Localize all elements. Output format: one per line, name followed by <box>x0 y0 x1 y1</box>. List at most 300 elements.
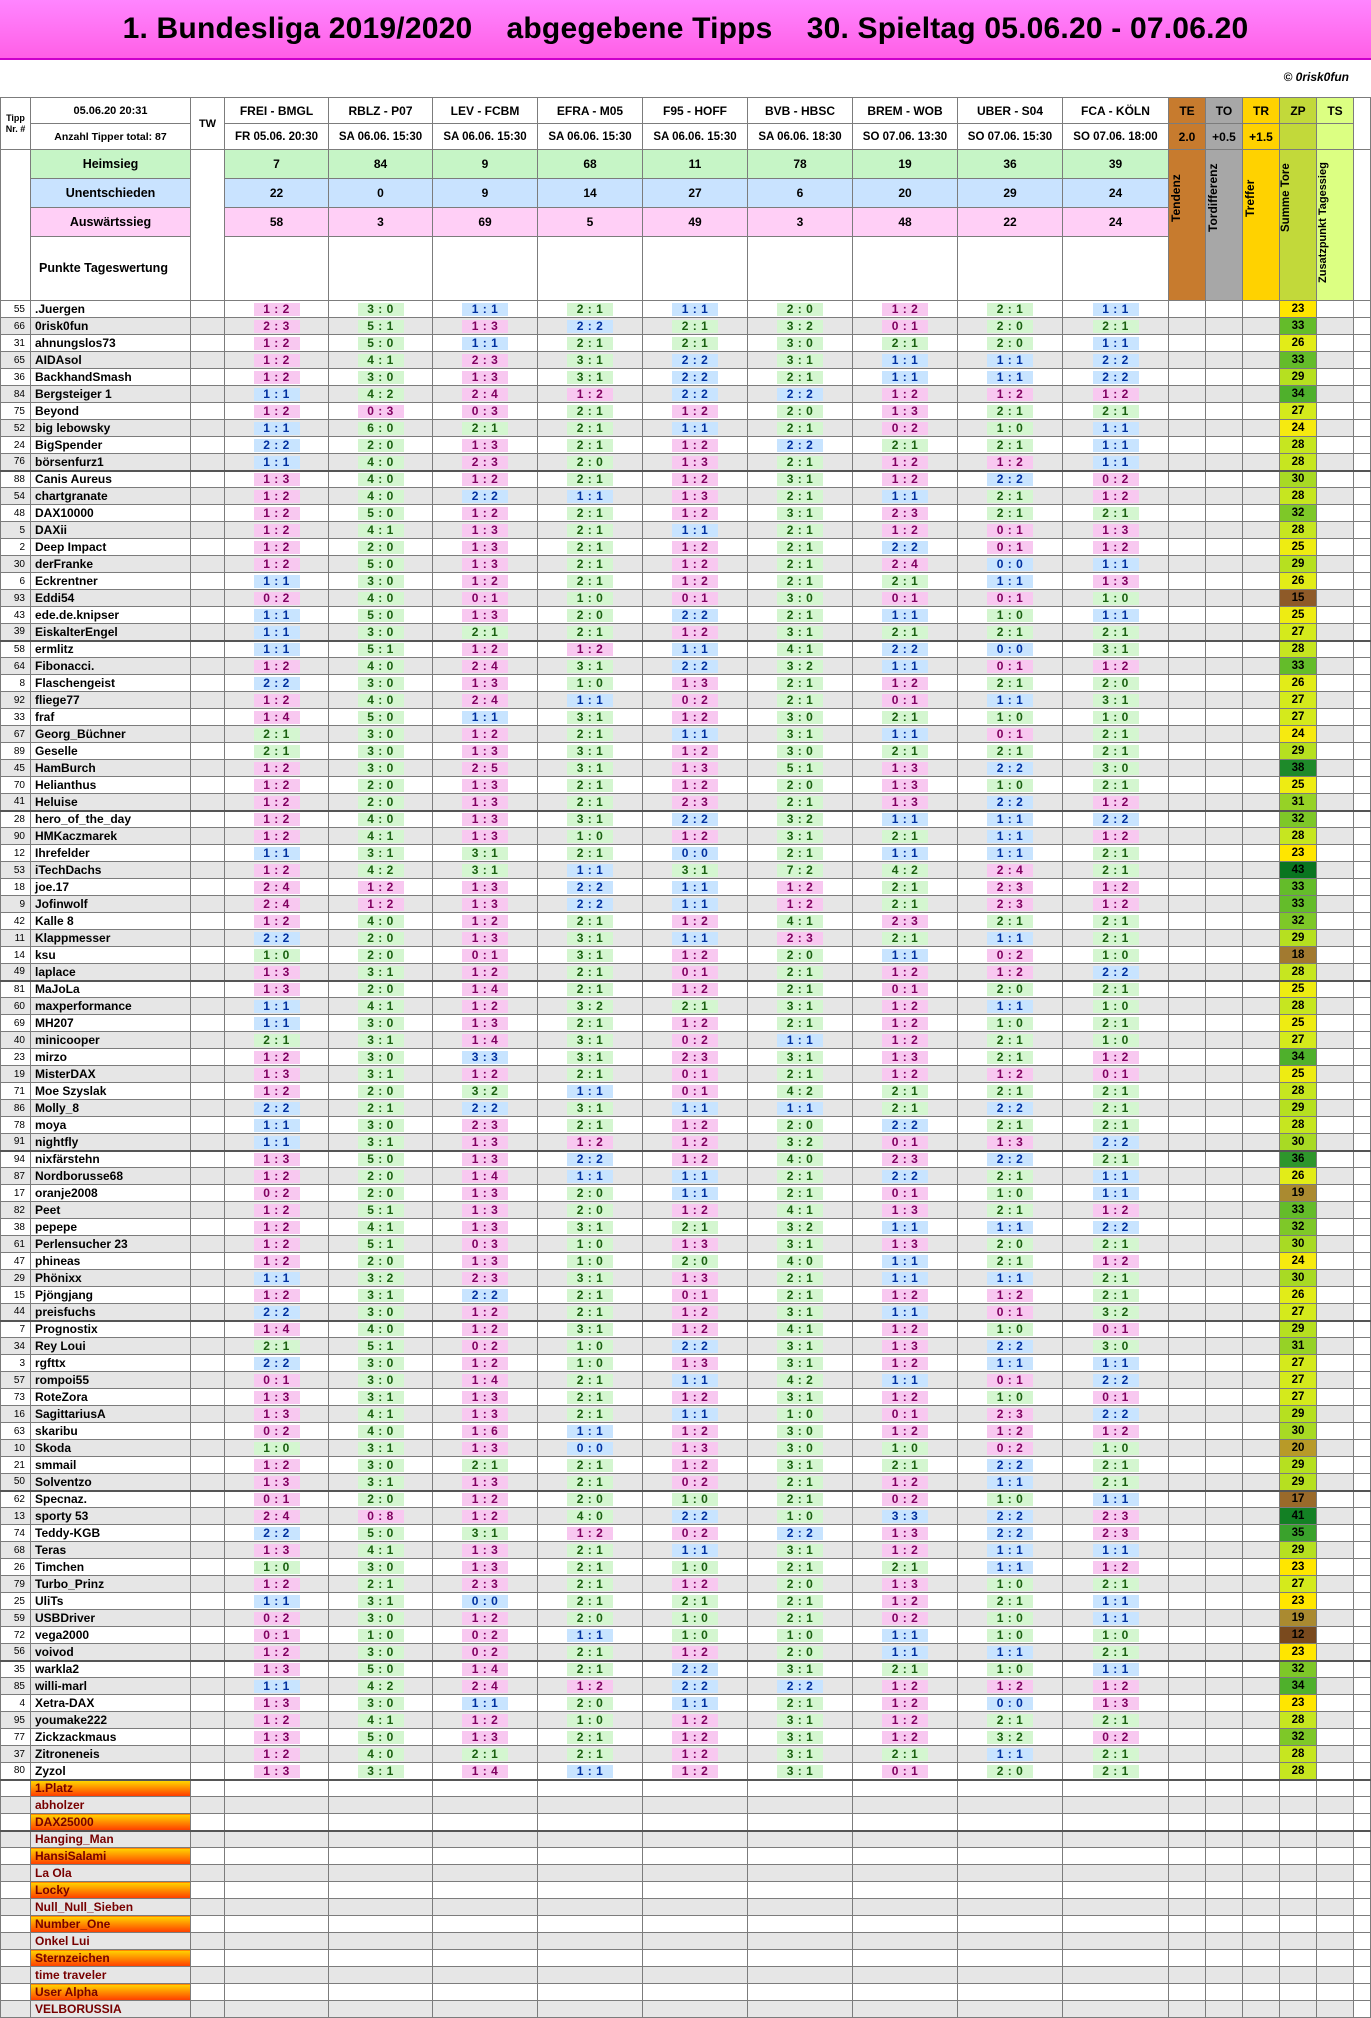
tipp-value: 2 : 0 <box>358 949 404 962</box>
tipp-cell <box>748 1406 853 1423</box>
match-date <box>538 124 643 150</box>
tipp-nr-text: 78 <box>13 1119 25 1131</box>
tipp-value: 2 : 1 <box>672 320 718 333</box>
tipp-value: 1 : 1 <box>882 490 928 503</box>
table-row <box>1 1083 1371 1100</box>
tipp-cell <box>433 505 538 522</box>
tipp-value: 1 : 1 <box>672 303 718 316</box>
zp-cell <box>1280 1236 1317 1253</box>
gap-cell <box>1354 607 1371 624</box>
tipp-value: 1 : 1 <box>777 1102 823 1115</box>
tipp-value: 2 : 1 <box>672 1000 718 1013</box>
zp-text: 27 <box>1291 405 1305 417</box>
zp-text: 28 <box>1291 1748 1305 1760</box>
tipp-cell <box>538 2001 643 2018</box>
punkte-cell <box>958 236 1063 300</box>
tipp-value: 2 : 2 <box>987 762 1033 775</box>
zp-text: 32 <box>1291 813 1305 826</box>
tipp-cell <box>329 1134 433 1151</box>
gap-cell <box>1354 794 1371 811</box>
tipp-value: 0 : 1 <box>254 1374 300 1387</box>
tipp-value: 2 : 2 <box>462 1289 508 1302</box>
tipp-cell <box>329 845 433 862</box>
tipp-cell <box>538 1117 643 1134</box>
stat-value <box>329 207 433 236</box>
tipp-value: 0 : 1 <box>1093 1323 1139 1336</box>
tipp-value: 0 : 1 <box>672 592 718 605</box>
tipp-nr-text: 77 <box>13 1731 25 1743</box>
tipp-value: 4 : 0 <box>358 915 404 928</box>
tipper-name-text: Nordborusse68 <box>35 1169 124 1183</box>
tipp-cell <box>1063 471 1169 488</box>
gap-cell <box>1354 879 1371 896</box>
tipp-cell <box>538 726 643 743</box>
tipp-cell <box>329 386 433 403</box>
to-value <box>1206 124 1243 150</box>
stat-label-text: Heimsieg <box>82 156 139 171</box>
tipp-value: 1 : 1 <box>567 864 613 877</box>
stat-value-text: 49 <box>688 214 702 229</box>
to-cell <box>1206 947 1243 964</box>
tipp-cell <box>1063 777 1169 794</box>
tipp-cell <box>225 641 329 658</box>
tipper-name <box>31 590 191 607</box>
tipp-cell <box>853 692 958 709</box>
zp-label: ZP <box>1290 103 1306 118</box>
tipp-cell <box>329 1831 433 1848</box>
tipp-value: 3 : 1 <box>567 1034 613 1047</box>
tipp-cell <box>329 641 433 658</box>
stat-value <box>329 150 433 179</box>
to-cell <box>1206 1253 1243 1270</box>
tipp-cell <box>538 828 643 845</box>
tipp-value: 1 : 3 <box>882 1051 928 1064</box>
tipper-name <box>31 675 191 692</box>
tipp-value: 1 : 2 <box>882 1476 928 1489</box>
tipper-name-text: ksu <box>35 948 56 962</box>
to-cell <box>1206 692 1243 709</box>
tipp-value: 2 : 1 <box>777 694 823 707</box>
tipp-cell <box>958 930 1063 947</box>
zp-cell <box>1280 1185 1317 1202</box>
gap-cell <box>1354 420 1371 437</box>
points-cell <box>1206 1933 1243 1950</box>
tipper-name-text: DAX10000 <box>35 506 94 520</box>
tipp-cell <box>538 981 643 998</box>
tipp-nr <box>1 1236 31 1253</box>
stat-value <box>748 207 853 236</box>
tipp-nr-label: Tipp Nr. # <box>5 112 26 134</box>
to-cell <box>1206 1729 1243 1746</box>
extra-row <box>1 1899 1371 1916</box>
tipp-cell <box>1063 335 1169 352</box>
table-row <box>1 1491 1371 1508</box>
tipper-name <box>31 845 191 862</box>
gap-cell <box>1354 675 1371 692</box>
zp-cell <box>1280 1576 1317 1593</box>
tipp-value: 2 : 1 <box>987 1714 1033 1727</box>
tipp-value: 1 : 0 <box>672 1561 718 1574</box>
tipp-value: 1 : 0 <box>254 949 300 962</box>
tipp-nr <box>1 811 31 828</box>
zp-cell <box>1280 386 1317 403</box>
te-cell <box>1169 318 1206 335</box>
punkte-cell <box>643 236 748 300</box>
tipp-cell <box>748 1423 853 1440</box>
tipp-value: 0 : 2 <box>672 1034 718 1047</box>
tipp-cell <box>433 1338 538 1355</box>
tipp-cell <box>433 1236 538 1253</box>
tipper-name <box>31 1576 191 1593</box>
tipp-cell <box>958 1423 1063 1440</box>
banner-title: 1. Bundesliga 2019/2020 abgegebene Tipps 30. Spieltag 05.06.20 - 07.06.20 <box>122 12 1249 45</box>
tipp-value: 1 : 1 <box>672 643 718 656</box>
tipp-value: 3 : 1 <box>777 1051 823 1064</box>
tipp-cell <box>958 437 1063 454</box>
tipper-name <box>31 913 191 930</box>
tipp-value: 2 : 1 <box>567 1544 613 1557</box>
tipp-value: 1 : 2 <box>254 1255 300 1268</box>
tipp-value: 2 : 1 <box>567 626 613 639</box>
tipp-nr-text: 65 <box>13 354 25 366</box>
tipp-value: 1 : 1 <box>1093 439 1139 452</box>
tipp-cell <box>538 1304 643 1321</box>
tipper-name-text: Zickzackmaus <box>35 1730 117 1744</box>
tipp-value: 1 : 1 <box>672 932 718 945</box>
tipp-value: 5 : 1 <box>358 1340 404 1353</box>
tipp-value: 2 : 1 <box>777 1289 823 1302</box>
tipp-value: 1 : 1 <box>672 1170 718 1183</box>
to-cell <box>1206 913 1243 930</box>
tipp-cell <box>643 335 748 352</box>
tipp-value: 2 : 1 <box>567 779 613 792</box>
tipp-value: 1 : 2 <box>672 1646 718 1659</box>
tipp-value: 1 : 2 <box>672 473 718 486</box>
tipp-cell <box>1063 1933 1169 1950</box>
tipp-cell <box>1063 1134 1169 1151</box>
tipp-value: 2 : 1 <box>777 1272 823 1285</box>
tipp-value: 2 : 1 <box>1093 1017 1139 1030</box>
te-cell <box>1169 352 1206 369</box>
tipp-value: 2 : 0 <box>358 983 404 996</box>
zp-cell <box>1280 1474 1317 1491</box>
tipp-cell <box>853 828 958 845</box>
tw-cell <box>191 964 225 981</box>
tipp-cell <box>433 1440 538 1457</box>
tipp-cell <box>433 1117 538 1134</box>
table-row <box>1 1117 1371 1134</box>
tipp-cell <box>958 1695 1063 1712</box>
ts-cell <box>1317 726 1354 743</box>
tipp-value: 2 : 2 <box>1093 354 1139 367</box>
tw-cell <box>191 1967 225 1984</box>
zp-cell <box>1280 947 1317 964</box>
zp-cell <box>1280 709 1317 726</box>
tipp-value: 1 : 2 <box>672 558 718 571</box>
tipp-value: 1 : 2 <box>987 388 1033 401</box>
tipp-value: 3 : 1 <box>358 847 404 860</box>
tr-cell <box>1243 369 1280 386</box>
tipp-value: 1 : 2 <box>882 1000 928 1013</box>
points-cell <box>1243 1967 1280 1984</box>
tipp-cell <box>748 1967 853 1984</box>
tipp-value: 5 : 0 <box>358 1731 404 1744</box>
table-row <box>1 1066 1371 1083</box>
points-cell <box>1206 1831 1243 1848</box>
table-row <box>1 1593 1371 1610</box>
tipp-value: 4 : 0 <box>358 1323 404 1336</box>
tipp-cell <box>958 1950 1063 1967</box>
tipp-cell <box>538 1151 643 1168</box>
te-cell <box>1169 471 1206 488</box>
tipp-nr <box>1 1355 31 1372</box>
tw-cell <box>191 403 225 420</box>
tipp-cell <box>748 1236 853 1253</box>
tipp-cell <box>853 318 958 335</box>
tipp-nr-text: 60 <box>13 1000 25 1012</box>
to-cell <box>1206 1202 1243 1219</box>
tipp-cell <box>329 420 433 437</box>
gap-cell <box>1354 1338 1371 1355</box>
tw-cell <box>191 1695 225 1712</box>
tipp-value: 2 : 1 <box>254 1034 300 1047</box>
tipp-cell <box>1063 845 1169 862</box>
tipp-cell <box>538 1882 643 1899</box>
tipp-value: 2 : 0 <box>358 796 404 809</box>
tipp-cell <box>433 964 538 981</box>
tipp-nr-text: 14 <box>13 949 25 961</box>
zp-cell <box>1280 828 1317 845</box>
tipp-cell <box>538 1287 643 1304</box>
tipp-value: 1 : 0 <box>254 1442 300 1455</box>
tr-cell <box>1243 1321 1280 1338</box>
tipp-cell <box>643 862 748 879</box>
tipp-value: 2 : 2 <box>567 320 613 333</box>
zp-cell <box>1280 1304 1317 1321</box>
tw-cell <box>191 369 225 386</box>
tipp-cell <box>433 1729 538 1746</box>
tipp-cell <box>748 454 853 471</box>
tipp-cell <box>643 1644 748 1661</box>
gap-cell <box>1354 1015 1371 1032</box>
extra-row <box>1 1984 1371 2001</box>
tipp-cell <box>225 1491 329 1508</box>
gap-cell <box>1354 1253 1371 1270</box>
tipp-value: 1 : 2 <box>672 439 718 452</box>
tr-cell <box>1243 1389 1280 1406</box>
te-cell <box>1169 1406 1206 1423</box>
points-cell <box>1169 1984 1206 2001</box>
tipp-cell <box>958 607 1063 624</box>
tipp-value: 2 : 0 <box>358 1255 404 1268</box>
tipp-cell <box>958 1610 1063 1627</box>
tipp-cell <box>225 1253 329 1270</box>
gap-cell <box>1354 1100 1371 1117</box>
gap-cell <box>1354 454 1371 471</box>
tipper-name <box>31 760 191 777</box>
tipp-cell <box>643 1865 748 1882</box>
tipp-cell <box>225 692 329 709</box>
tipp-value: 1 : 2 <box>882 388 928 401</box>
zp-cell <box>1280 1083 1317 1100</box>
tipp-value: 1 : 1 <box>1093 1493 1139 1506</box>
stat-value <box>1063 150 1169 179</box>
tipp-cell <box>748 1117 853 1134</box>
extra-name <box>31 1967 191 1984</box>
tipp-value: 2 : 2 <box>987 1527 1033 1540</box>
tipp-cell <box>853 1117 958 1134</box>
tipp-nr <box>1 1032 31 1049</box>
tipp-cell <box>329 301 433 318</box>
zp-cell <box>1280 896 1317 913</box>
tipp-cell <box>329 1049 433 1066</box>
tipp-value: 3 : 1 <box>358 966 404 979</box>
ts-cell <box>1317 369 1354 386</box>
tipp-cell <box>958 1406 1063 1423</box>
tipp-value: 2 : 1 <box>567 983 613 996</box>
to-cell <box>1206 556 1243 573</box>
tipp-value: 2 : 2 <box>254 1527 300 1540</box>
ts-cell <box>1317 1491 1354 1508</box>
zp-cell <box>1280 1457 1317 1474</box>
extra-name <box>31 1780 191 1797</box>
te-cell <box>1169 1491 1206 1508</box>
tipp-cell <box>853 454 958 471</box>
zp-text: 29 <box>1291 1102 1305 1114</box>
tipp-cell <box>853 1695 958 1712</box>
tipp-cell <box>1063 1542 1169 1559</box>
tipp-cell <box>853 1338 958 1355</box>
ts-cell <box>1317 301 1354 318</box>
match-date <box>433 124 538 150</box>
to-cell <box>1206 845 1243 862</box>
tipp-value: 0 : 1 <box>882 694 928 707</box>
tipp-value: 1 : 1 <box>672 881 718 894</box>
tipp-value: 1 : 1 <box>462 303 508 316</box>
table-row <box>1 743 1371 760</box>
tipp-value: 1 : 0 <box>1093 1034 1139 1047</box>
tipp-value: 1 : 2 <box>254 405 300 418</box>
tipper-name-text: fliege77 <box>35 693 80 707</box>
tw-cell <box>191 675 225 692</box>
ts-cell <box>1317 811 1354 828</box>
tipp-cell <box>329 1967 433 1984</box>
tipp-value: 2 : 0 <box>358 1170 404 1183</box>
tipp-value: 4 : 0 <box>358 490 404 503</box>
tipp-cell <box>958 1389 1063 1406</box>
tipp-value: 1 : 2 <box>987 966 1033 979</box>
tipp-nr <box>1 1185 31 1202</box>
tipp-cell <box>225 1508 329 1525</box>
tipp-cell <box>748 1202 853 1219</box>
tipp-value: 2 : 1 <box>254 1340 300 1353</box>
tipp-cell <box>433 301 538 318</box>
tipp-nr <box>1 1168 31 1185</box>
tipp-cell <box>329 1338 433 1355</box>
tipp-cell <box>225 1899 329 1916</box>
tipp-value: 7 : 2 <box>777 864 823 877</box>
stat-value <box>1063 207 1169 236</box>
zp-text: 23 <box>1291 1697 1305 1709</box>
tw-cell <box>191 1729 225 1746</box>
tipper-name <box>31 1321 191 1338</box>
tw-cell <box>191 641 225 658</box>
tipper-name <box>31 1372 191 1389</box>
tipp-value: 1 : 2 <box>672 1748 718 1761</box>
punkte-cell <box>853 236 958 300</box>
tipp-value: 2 : 1 <box>777 677 823 690</box>
te-cell <box>1169 896 1206 913</box>
match-date <box>329 124 433 150</box>
tipp-cell <box>1063 828 1169 845</box>
te-cell <box>1169 1542 1206 1559</box>
tipp-value: 0 : 2 <box>462 1646 508 1659</box>
gap-cell <box>1354 150 1371 301</box>
tipp-value: 2 : 2 <box>882 1119 928 1132</box>
zp-cell <box>1280 1610 1317 1627</box>
tipp-value: 2 : 1 <box>567 422 613 435</box>
tipper-name-text: Teddy-KGB <box>35 1526 101 1540</box>
stat-value-text: 9 <box>481 156 489 171</box>
tipp-cell <box>329 760 433 777</box>
ts-cell <box>1317 879 1354 896</box>
tipp-value: 2 : 0 <box>777 1578 823 1591</box>
tipp-value: 1 : 2 <box>1093 796 1139 809</box>
tipp-cell <box>433 1287 538 1304</box>
tipp-cell <box>225 2001 329 2018</box>
tr-cell <box>1243 896 1280 913</box>
tipp-cell <box>1063 1066 1169 1083</box>
tipp-value: 2 : 0 <box>777 1646 823 1659</box>
tipp-value: 1 : 2 <box>462 473 508 486</box>
tipp-nr <box>1 1695 31 1712</box>
te-cell <box>1169 1389 1206 1406</box>
tr-cell <box>1243 1253 1280 1270</box>
tw-cell <box>191 1797 225 1814</box>
tipp-cell <box>748 1049 853 1066</box>
tipp-cell <box>329 930 433 947</box>
tipp-cell <box>748 947 853 964</box>
zp-cell <box>1280 403 1317 420</box>
tipper-name-text: RoteZora <box>35 1390 88 1404</box>
tipp-value: 1 : 1 <box>882 660 928 673</box>
points-cell <box>1280 1865 1317 1882</box>
tipp-cell <box>329 318 433 335</box>
tipper-name-text: maxperformance <box>35 999 132 1013</box>
tipp-cell <box>958 573 1063 590</box>
tw-cell <box>191 1219 225 1236</box>
tipp-value: 1 : 1 <box>882 847 928 860</box>
tipp-cell <box>853 1406 958 1423</box>
tipp-cell <box>643 794 748 811</box>
tipp-value: 1 : 1 <box>987 830 1033 843</box>
tipp-value: 1 : 2 <box>254 1748 300 1761</box>
tipp-cell <box>643 420 748 437</box>
stat-value <box>958 150 1063 179</box>
tipp-value: 1 : 1 <box>254 1595 300 1608</box>
tipp-cell <box>748 318 853 335</box>
tipper-name-text: phineas <box>35 1254 81 1268</box>
tipp-value: 2 : 1 <box>1093 1646 1139 1659</box>
tipp-nr-text: 5 <box>19 524 25 536</box>
tipp-cell <box>853 726 958 743</box>
tipp-cell <box>433 930 538 947</box>
tipp-value: 2 : 0 <box>987 1765 1033 1778</box>
tipp-value: 2 : 2 <box>987 796 1033 809</box>
tipp-nr <box>1 1083 31 1100</box>
tipp-cell <box>1063 1695 1169 1712</box>
tipp-cell <box>329 1899 433 1916</box>
